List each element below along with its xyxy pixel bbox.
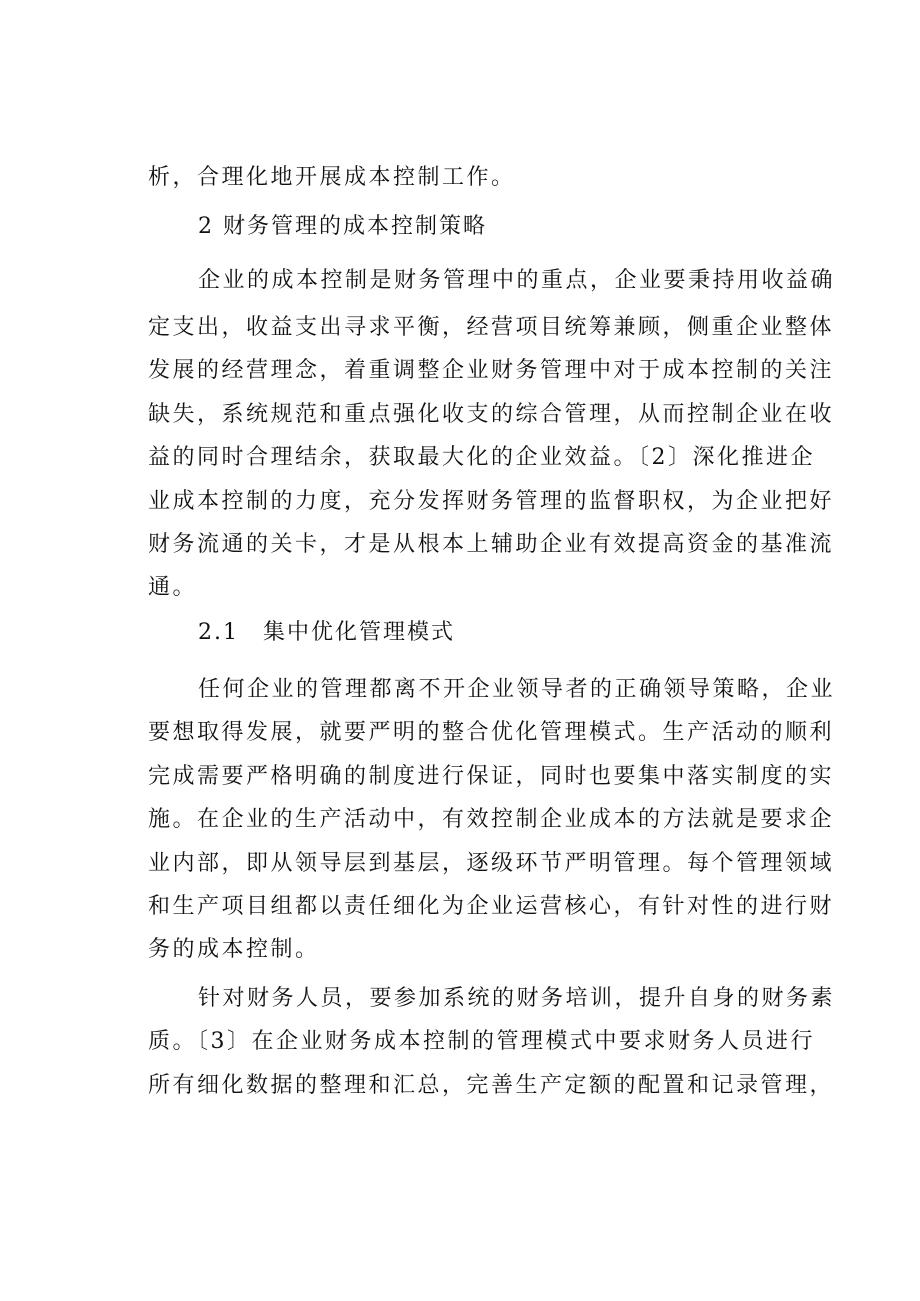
paragraph-line: 定支出，收益支出寻求平衡，经营项目统筹兼顾，侧重企业整体 [148,315,835,340]
paragraph-line: 企业的成本控制是财务管理中的重点，企业要秉持用收益确 [198,268,836,293]
paragraph-line: 和生产项目组都以责任细化为企业运营核心，有针对性的进行财 [148,894,835,919]
paragraph-line: 财务流通的关卡，才是从根本上辅助企业有效提高资金的基准流 [148,532,835,557]
paragraph-line: 通。 [148,575,198,600]
paragraph-line: 发展的经营理念，着重调整企业财务管理中对于成本控制的关注 [148,358,835,383]
paragraph-line: 完成需要严格明确的制度进行保证，同时也要集中落实制度的实 [148,764,835,789]
paragraph-line: 针对财务人员，要参加系统的财务培训，提升自身的财务素 [198,986,836,1011]
text-line-continuation: 析，合理化地开展成本控制工作。 [148,165,516,190]
paragraph-line: 任何企业的管理都离不开企业领导者的正确领导策略，企业 [198,677,836,702]
paragraph-line: 质。〔3〕在企业财务成本控制的管理模式中要求财务人员进行 [148,1029,815,1054]
paragraph-line: 要想取得发展，就要严明的整合优化管理模式。生产活动的顺利 [148,720,835,745]
paragraph-line: 业成本控制的力度，充分发挥财务管理的监督职权，为企业把好 [148,489,835,514]
section-heading-2-1: 2.1 集中优化管理模式 [198,620,455,645]
paragraph-line: 所有细化数据的整理和汇总，完善生产定额的配置和记录管理， [148,1073,835,1098]
paragraph-line: 务的成本控制。 [148,937,320,962]
paragraph-line: 益的同时合理结余，获取最大化的企业效益。〔2〕深化推进企 [148,445,815,470]
section-heading-2: 2 财务管理的成本控制策略 [198,214,487,239]
paragraph-line: 业内部，即从领导层到基层，逐级环节严明管理。每个管理领域 [148,851,835,876]
paragraph-line: 缺失，系统规范和重点强化收支的综合管理，从而控制企业在收 [148,402,835,427]
paragraph-line: 施。在企业的生产活动中，有效控制企业成本的方法就是要求企 [148,807,835,832]
